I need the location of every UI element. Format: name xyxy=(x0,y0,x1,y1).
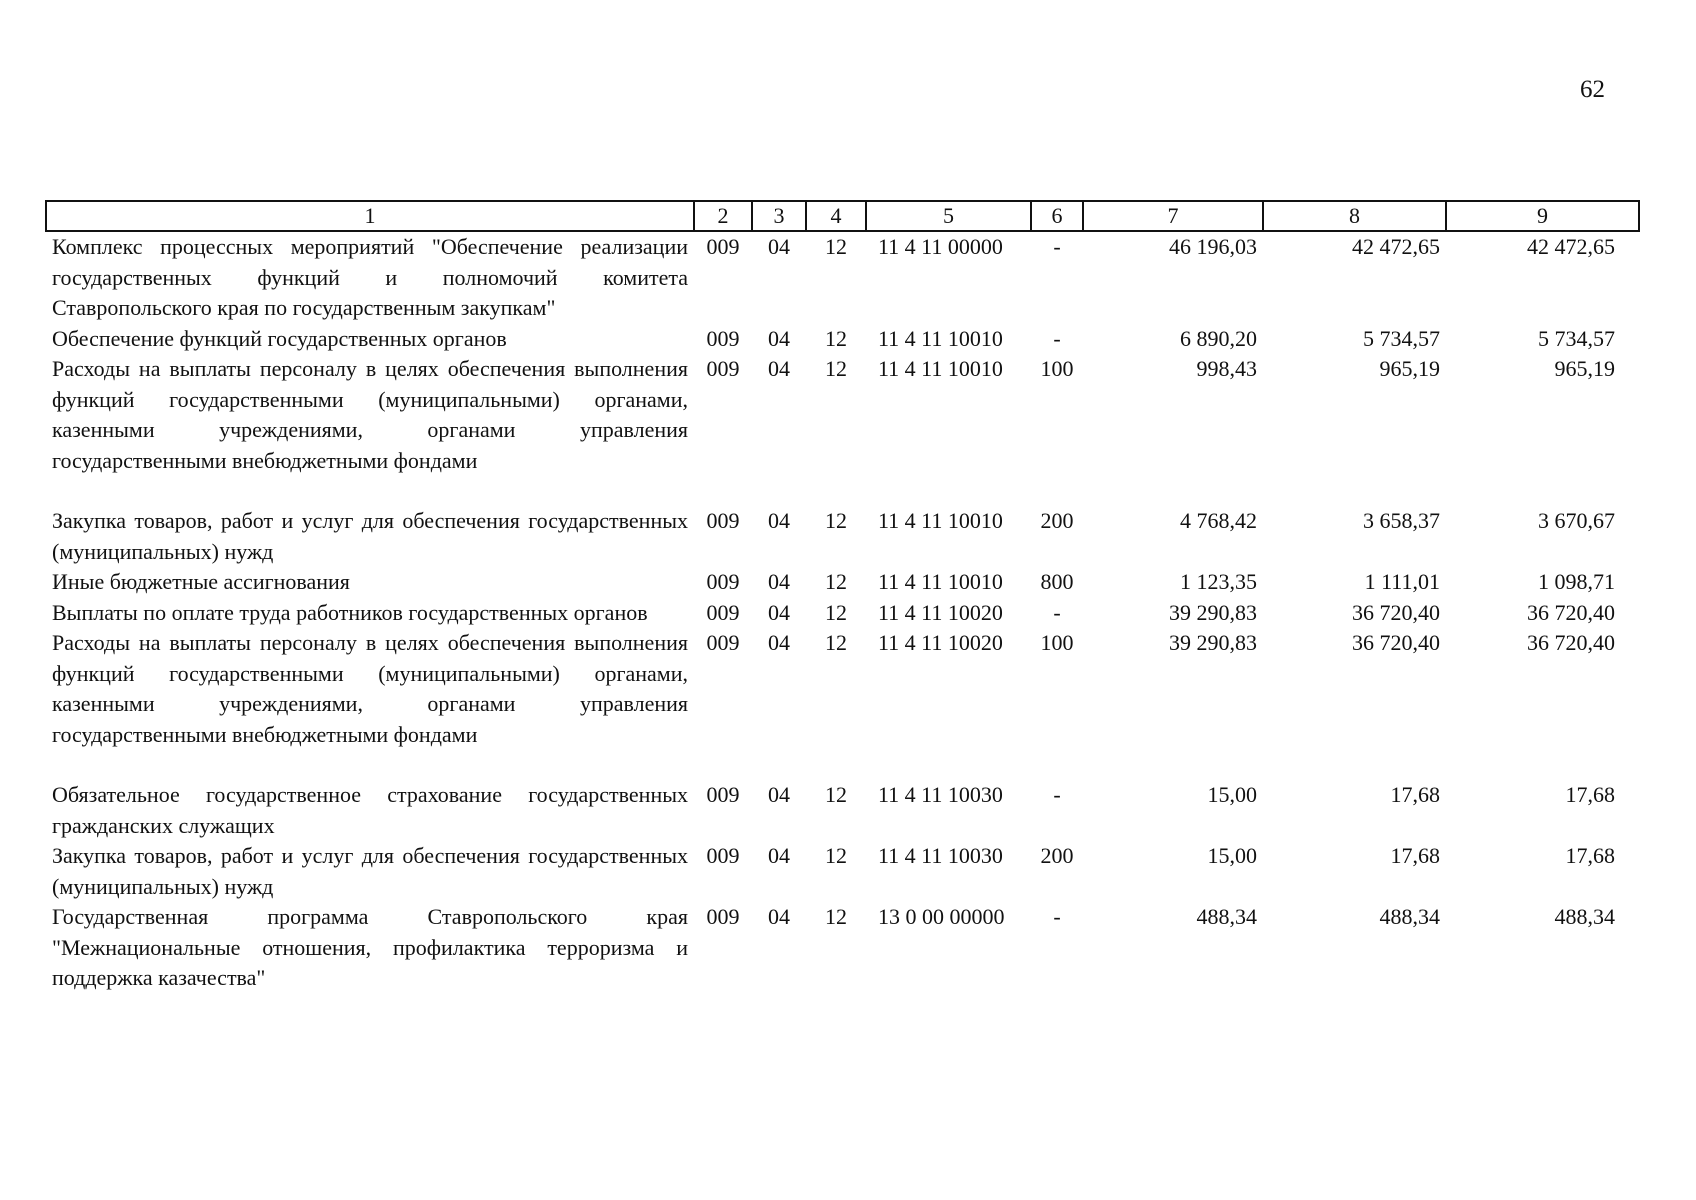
table-row xyxy=(46,231,1639,324)
cell-sum-3: 17,68 xyxy=(1565,843,1615,868)
cell-vr: - xyxy=(1053,904,1061,929)
cell-sum-1: 46 196,03 xyxy=(1169,234,1257,259)
column-header: 3 xyxy=(752,201,806,231)
column-header: 1 xyxy=(46,201,694,231)
cell-sum-2: 36 720,40 xyxy=(1352,599,1440,625)
cell-pr: 12 xyxy=(825,904,847,929)
cell-vr: 800 xyxy=(1040,569,1074,594)
row-name: Обеспечение функций государственных органов xyxy=(52,325,507,351)
cell-pr: 12 xyxy=(825,782,847,807)
cell-ved: 009 xyxy=(706,904,740,929)
cell-sum-1: 15,00 xyxy=(1207,843,1257,868)
cell-csr: 11 4 11 10030 xyxy=(878,782,1003,807)
table-row xyxy=(46,324,1639,355)
cell-sum-1: 6 890,20 xyxy=(1180,325,1257,351)
cell-vr: 100 xyxy=(1040,630,1074,655)
cell-vr: - xyxy=(1053,782,1061,807)
cell-vr: 200 xyxy=(1040,843,1074,868)
budget-table xyxy=(45,200,1640,994)
cell-pr: 12 xyxy=(825,599,847,625)
cell-ved: 009 xyxy=(706,234,740,259)
cell-sum-1: 1 123,35 xyxy=(1180,569,1257,594)
cell-csr: 11 4 11 10010 xyxy=(878,569,1003,594)
cell-sum-1: 4 768,42 xyxy=(1180,508,1257,533)
column-header: 8 xyxy=(1263,201,1446,231)
row-name: Закупка товаров, работ и услуг для обеспечения государственных (муниципальных) нужд xyxy=(52,508,688,564)
cell-sum-2: 17,68 xyxy=(1390,782,1440,807)
cell-vr: 100 xyxy=(1040,356,1074,381)
cell-csr: 11 4 11 10010 xyxy=(878,325,1003,351)
cell-rz: 04 xyxy=(768,325,790,351)
cell-rz: 04 xyxy=(768,508,790,533)
page-number: 62 xyxy=(1580,76,1605,103)
table-row xyxy=(46,841,1639,902)
column-header: 5 xyxy=(866,201,1031,231)
column-header: 2 xyxy=(694,201,752,231)
row-name: Выплаты по оплате труда работников государственных органов xyxy=(52,599,648,625)
cell-vr: - xyxy=(1053,325,1061,351)
cell-sum-2: 17,68 xyxy=(1390,843,1440,868)
cell-vr: - xyxy=(1053,234,1061,259)
cell-sum-2: 36 720,40 xyxy=(1352,630,1440,655)
table-row xyxy=(46,354,1639,506)
cell-csr: 11 4 11 10010 xyxy=(878,508,1003,533)
cell-csr: 11 4 11 00000 xyxy=(878,234,1003,259)
row-name: Обязательное государственное страхование государственных гражданских служащих xyxy=(52,782,688,838)
table-row xyxy=(46,598,1639,629)
cell-pr: 12 xyxy=(825,325,847,351)
column-header: 6 xyxy=(1031,201,1083,231)
cell-csr: 11 4 11 10030 xyxy=(878,843,1003,868)
cell-ved: 009 xyxy=(706,782,740,807)
cell-sum-1: 998,43 xyxy=(1196,356,1257,381)
table-row xyxy=(46,506,1639,567)
cell-sum-3: 488,34 xyxy=(1554,904,1615,929)
table-row xyxy=(46,902,1639,994)
cell-vr: - xyxy=(1053,599,1061,625)
row-name: Расходы на выплаты персоналу в целях обеспечения выполнения функций государственными (муниципальными) органами, казенными учреждениями, органами управления государственными внебюджетными фондами xyxy=(52,356,688,473)
cell-sum-3: 42 472,65 xyxy=(1527,234,1615,259)
cell-sum-3: 3 670,67 xyxy=(1538,508,1615,533)
cell-ved: 009 xyxy=(706,356,740,381)
cell-pr: 12 xyxy=(825,234,847,259)
cell-sum-2: 1 111,01 xyxy=(1364,569,1440,594)
column-header: 7 xyxy=(1083,201,1263,231)
cell-sum-2: 965,19 xyxy=(1379,356,1440,381)
cell-rz: 04 xyxy=(768,630,790,655)
row-name: Иные бюджетные ассигнования xyxy=(52,569,350,594)
cell-vr: 200 xyxy=(1040,508,1074,533)
cell-sum-1: 488,34 xyxy=(1196,904,1257,929)
cell-sum-1: 39 290,83 xyxy=(1169,630,1257,655)
cell-sum-3: 1 098,71 xyxy=(1538,569,1615,594)
column-header: 4 xyxy=(806,201,866,231)
row-name: Комплекс процессных мероприятий "Обеспечение реализации государственных функций и полномочий комитета Ставропольского края по государственным закупкам" xyxy=(52,234,688,320)
cell-sum-2: 5 734,57 xyxy=(1363,325,1440,351)
cell-sum-1: 15,00 xyxy=(1207,782,1257,807)
cell-rz: 04 xyxy=(768,234,790,259)
table-row xyxy=(46,628,1639,780)
cell-ved: 009 xyxy=(706,569,740,594)
cell-ved: 009 xyxy=(706,508,740,533)
cell-rz: 04 xyxy=(768,356,790,381)
cell-sum-2: 42 472,65 xyxy=(1352,234,1440,259)
cell-sum-1: 39 290,83 xyxy=(1169,599,1257,625)
row-name: Государственная программа Ставропольского края "Межнациональные отношения, профилактика терроризма и поддержка казачества" xyxy=(52,904,688,990)
column-header: 9 xyxy=(1446,201,1639,231)
cell-ved: 009 xyxy=(706,599,740,625)
cell-csr: 11 4 11 10010 xyxy=(878,356,1003,381)
cell-pr: 12 xyxy=(825,843,847,868)
cell-rz: 04 xyxy=(768,904,790,929)
cell-rz: 04 xyxy=(768,843,790,868)
cell-ved: 009 xyxy=(706,630,740,655)
table-row xyxy=(46,567,1639,598)
cell-rz: 04 xyxy=(768,599,790,625)
row-name: Расходы на выплаты персоналу в целях обеспечения выполнения функций государственными (муниципальными) органами, казенными учреждениями, органами управления государственными внебюджетными фондами xyxy=(52,630,688,747)
cell-sum-3: 965,19 xyxy=(1554,356,1615,381)
cell-pr: 12 xyxy=(825,569,847,594)
cell-csr: 13 0 00 00000 xyxy=(878,904,1005,929)
cell-rz: 04 xyxy=(768,782,790,807)
cell-pr: 12 xyxy=(825,630,847,655)
cell-csr: 11 4 11 10020 xyxy=(878,630,1003,655)
cell-sum-3: 17,68 xyxy=(1565,782,1615,807)
cell-sum-3: 5 734,57 xyxy=(1538,325,1615,351)
cell-ved: 009 xyxy=(706,325,740,351)
cell-sum-2: 3 658,37 xyxy=(1363,508,1440,533)
cell-pr: 12 xyxy=(825,508,847,533)
table-header-row xyxy=(46,201,1639,231)
cell-rz: 04 xyxy=(768,569,790,594)
row-name: Закупка товаров, работ и услуг для обеспечения государственных (муниципальных) нужд xyxy=(52,843,688,899)
cell-sum-2: 488,34 xyxy=(1379,904,1440,929)
table-row xyxy=(46,780,1639,841)
cell-ved: 009 xyxy=(706,843,740,868)
cell-pr: 12 xyxy=(825,356,847,381)
cell-sum-3: 36 720,40 xyxy=(1527,599,1615,625)
cell-csr: 11 4 11 10020 xyxy=(878,599,1003,625)
cell-sum-3: 36 720,40 xyxy=(1527,630,1615,655)
